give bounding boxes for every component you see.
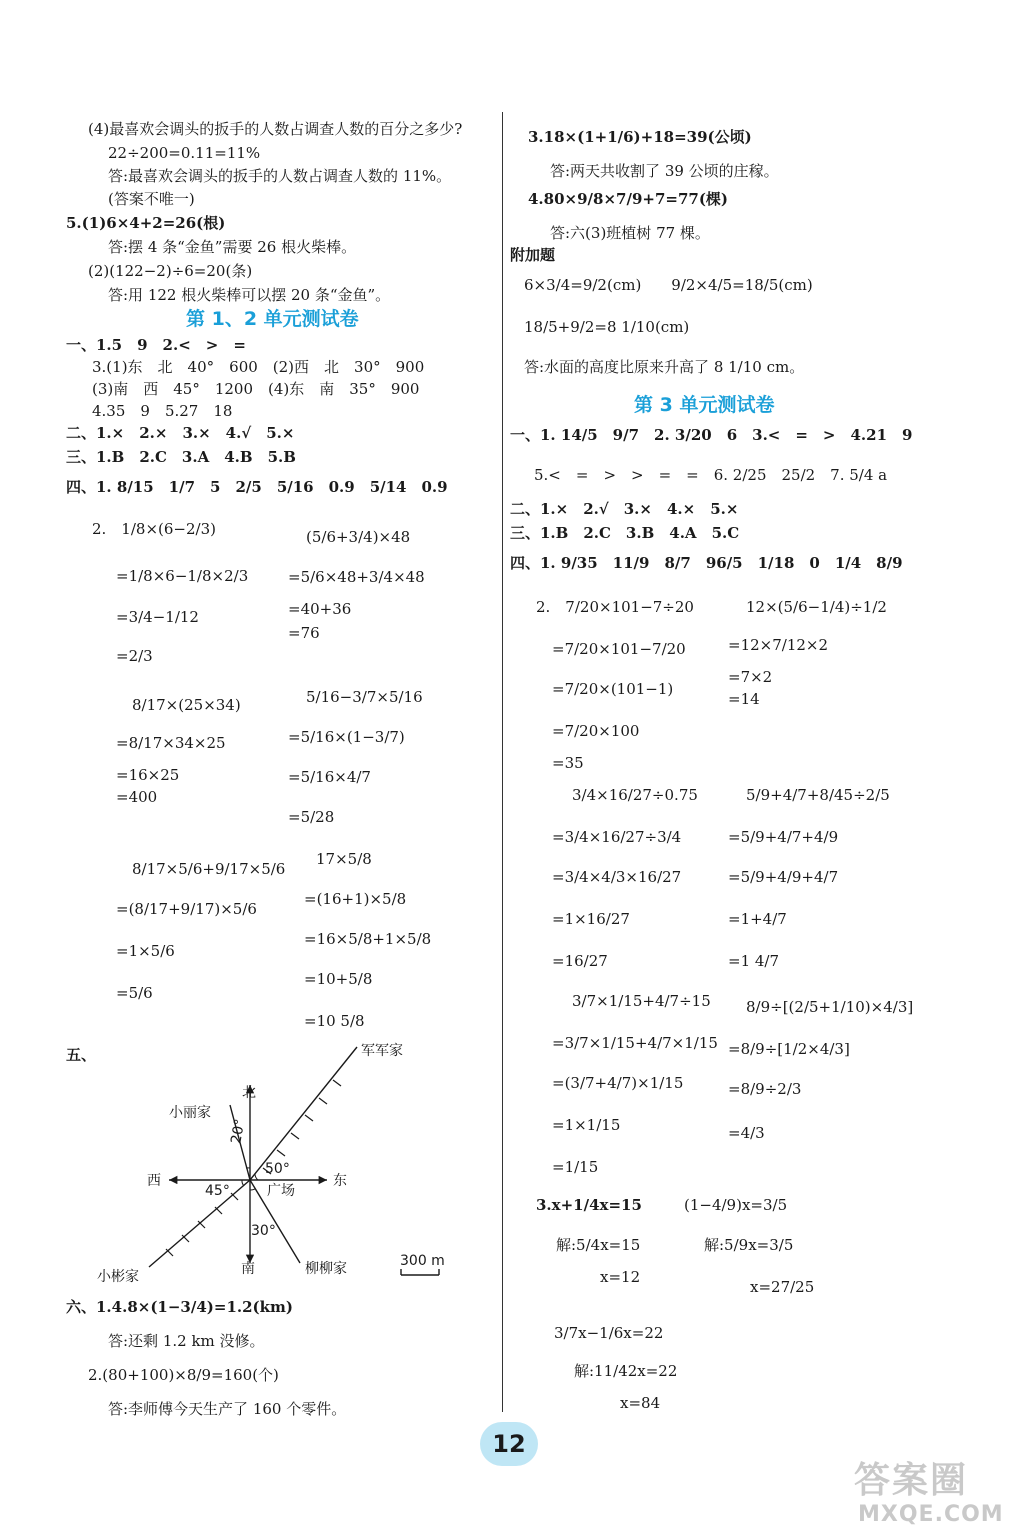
watermark-text-top: 答案圈 — [854, 1460, 969, 1501]
r-calc-e-2: =(3/7+4/7)×1/15 — [552, 1074, 684, 1092]
r-calc-a-0: 2. 7/20×101−7÷20 — [536, 598, 694, 616]
label-angle-45: 45° — [205, 1183, 230, 1199]
r-calc-a-1: =7/20×101−7/20 — [552, 640, 686, 658]
calc-e-1: =(8/17+9/17)×5/6 — [116, 900, 257, 918]
q4-question: (4)最喜欢会调头的扳手的人数占调查人数的百分之多少? — [88, 120, 463, 138]
label-center-square: 广场 — [267, 1183, 295, 1199]
q6-2-answer: 答:李师傅今天生产了 160 个零件。 — [108, 1400, 347, 1418]
q5-2-calc: (2)(122−2)÷6=20(条) — [88, 262, 253, 280]
q6-1-answer: 答:还剩 1.2 km 没修。 — [108, 1332, 265, 1350]
q5-1-calc: 5.(1)6×4+2=26(根) — [66, 214, 226, 232]
q6-1-calc: 六、1.4.8×(1−3/4)=1.2(km) — [66, 1298, 293, 1316]
r-q4-calc: 4.80×9/8×7/9+7=77(棵) — [528, 190, 729, 208]
r-calc-c-3: =1×16/27 — [552, 910, 630, 928]
r-calc-d-3: =1+4/7 — [728, 910, 787, 928]
label-angle-20: 20° — [228, 1117, 249, 1146]
bonus-calc-1: 6×3/4=9/2(cm) 9/2×4/5=18/5(cm) — [524, 276, 813, 294]
label-south: 南 — [241, 1261, 255, 1277]
part1-line4: 4.35 9 5.27 18 — [92, 402, 233, 420]
r-calc-a-4: =35 — [552, 754, 584, 772]
r-calc-d-1: =5/9+4/7+4/9 — [728, 828, 839, 846]
calc-f-4: =10 5/8 — [304, 1012, 365, 1030]
label-angle-50: 50° — [265, 1161, 290, 1177]
r-eq-c-1: 解:11/42x=22 — [574, 1362, 678, 1380]
r-calc-d-0: 5/9+4/7+8/45÷2/5 — [746, 786, 890, 804]
r-calc-e-0: 3/7×1/15+4/7÷15 — [572, 992, 711, 1010]
page-number: 12 — [480, 1422, 538, 1466]
r-part1-line2: 5.< = > > = = 6. 2/25 25/2 7. 5/4 a — [534, 466, 888, 484]
column-divider — [502, 112, 503, 1412]
r-calc-f-1: =8/9÷[1/2×4/3] — [728, 1040, 850, 1058]
r-calc-b-2: =7×2 — [728, 668, 773, 686]
bonus-answer: 答:水面的高度比原来升高了 8 1/10 cm。 — [524, 358, 805, 376]
r-eq-c-2: x=84 — [620, 1394, 661, 1412]
calc-a-0: 2. 1/8×(6−2/3) — [92, 520, 216, 538]
calc-b-0: (5/6+3/4)×48 — [306, 528, 411, 546]
q5-map-label: 五、 — [66, 1046, 97, 1064]
r-calc-c-1: =3/4×16/27÷3/4 — [552, 828, 682, 846]
calc-b-3: =76 — [288, 624, 320, 642]
bonus-calc-2: 18/5+9/2=8 1/10(cm) — [524, 318, 690, 336]
q4-answer: 答:最喜欢会调头的扳手的人数占调查人数的 11%。 — [108, 167, 452, 185]
calc-a-1: =1/8×6−1/8×2/3 — [116, 567, 249, 585]
watermark-text-bottom: MXQE.COM — [858, 1502, 1004, 1527]
calc-a-3: =2/3 — [116, 647, 153, 665]
r-eq-a-1: 解:5/4x=15 — [556, 1236, 641, 1254]
calc-b-1: =5/6×48+3/4×48 — [288, 568, 425, 586]
route-xiaobin — [149, 1180, 250, 1267]
r-calc-b-0: 12×(5/6−1/4)÷1/2 — [746, 598, 887, 616]
r-calc-e-3: =1×1/15 — [552, 1116, 621, 1134]
r-calc-a-3: =7/20×100 — [552, 722, 640, 740]
r-calc-d-2: =5/9+4/9+4/7 — [728, 868, 839, 886]
r-calc-f-2: =8/9÷2/3 — [728, 1080, 802, 1098]
q4-calc: 22÷200=0.11=11% — [108, 144, 261, 162]
r-calc-b-3: =14 — [728, 690, 760, 708]
r-calc-d-4: =1 4/7 — [728, 952, 780, 970]
calc-d-3: =5/28 — [288, 808, 335, 826]
calc-d-1: =5/16×(1−3/7) — [288, 728, 405, 746]
r-calc-c-0: 3/4×16/27÷0.75 — [572, 786, 698, 804]
r-calc-f-3: =4/3 — [728, 1124, 765, 1142]
calc-d-0: 5/16−3/7×5/16 — [306, 688, 423, 706]
r-part1-line1: 一、1. 14/5 9/7 2. 3/20 6 3.< = > 4.21 9 — [510, 426, 913, 444]
calc-e-3: =5/6 — [116, 984, 153, 1002]
calc-b-2: =40+36 — [288, 600, 352, 618]
calc-f-2: =16×5/8+1×5/8 — [304, 930, 432, 948]
r-eq-a-2: x=12 — [600, 1268, 641, 1286]
label-east: 东 — [333, 1173, 347, 1189]
section-title-unit-1-2: 第 1、2 单元测试卷 — [186, 308, 359, 330]
part4-line1: 四、1. 8/15 1/7 5 2/5 5/16 0.9 5/14 0.9 — [66, 478, 448, 496]
calc-f-1: =(16+1)×5/8 — [304, 890, 407, 908]
r-calc-c-4: =16/27 — [552, 952, 608, 970]
r-calc-a-2: =7/20×(101−1) — [552, 680, 674, 698]
label-liuliu-home: 柳柳家 — [305, 1261, 347, 1277]
r-eq-b-2: x=27/25 — [750, 1278, 815, 1296]
calc-a-2: =3/4−1/12 — [116, 608, 199, 626]
direction-map — [95, 1035, 455, 1287]
r-calc-b-1: =12×7/12×2 — [728, 636, 829, 654]
calc-c-2: =16×25 — [116, 766, 180, 784]
r-calc-f-0: 8/9÷[(2/5+1/10)×4/3] — [746, 998, 914, 1016]
part1-line1: 一、1.5 9 2.< > = — [66, 336, 246, 354]
label-angle-30: 30° — [251, 1223, 276, 1239]
q4-note: (答案不唯一) — [108, 190, 195, 208]
calc-c-0: 8/17×(25×34) — [132, 696, 241, 714]
part1-line3: (3)南 西 45° 1200 (4)东 南 35° 900 — [92, 380, 420, 398]
calc-f-3: =10+5/8 — [304, 970, 373, 988]
r-calc-c-2: =3/4×4/3×16/27 — [552, 868, 682, 886]
calc-e-0: 8/17×5/6+9/17×5/6 — [132, 860, 286, 878]
r-eq-b-0: (1−4/9)x=3/5 — [684, 1196, 788, 1214]
label-scale: 300 m — [400, 1253, 445, 1269]
part3-line: 三、1.B 2.C 3.A 4.B 5.B — [66, 448, 296, 466]
r-eq-a-0: 3.x+1/4x=15 — [536, 1196, 642, 1214]
part1-line2: 3.(1)东 北 40° 600 (2)西 北 30° 900 — [92, 358, 425, 376]
calc-f-0: 17×5/8 — [316, 850, 372, 868]
calc-d-2: =5/16×4/7 — [288, 768, 371, 786]
section-title-unit-3: 第 3 单元测试卷 — [634, 394, 775, 416]
r-calc-e-1: =3/7×1/15+4/7×1/15 — [552, 1034, 718, 1052]
label-xiaobin-home: 小彬家 — [97, 1269, 139, 1285]
r-part2-line: 二、1.× 2.√ 3.× 4.× 5.× — [510, 500, 739, 518]
r-q3-calc: 3.18×(1+1/6)+18=39(公顷) — [528, 128, 752, 146]
calc-c-1: =8/17×34×25 — [116, 734, 226, 752]
q6-2-calc: 2.(80+100)×8/9=160(个) — [88, 1366, 279, 1384]
label-west: 西 — [147, 1173, 161, 1189]
label-junjun-home: 军军家 — [361, 1043, 403, 1059]
r-part4-line1: 四、1. 9/35 11/9 8/7 96/5 1/18 0 1/4 8/9 — [510, 554, 903, 572]
label-north: 北 — [242, 1085, 256, 1101]
r-eq-c-0: 3/7x−1/6x=22 — [554, 1324, 664, 1342]
r-q4-answer: 答:六(3)班植树 77 棵。 — [550, 224, 710, 242]
q5-2-answer: 答:用 122 根火柴棒可以摆 20 条“金鱼”。 — [108, 286, 391, 304]
calc-c-3: =400 — [116, 788, 158, 806]
r-part3-line: 三、1.B 2.C 3.B 4.A 5.C — [510, 524, 740, 542]
q5-1-answer: 答:摆 4 条“金鱼”需要 26 根火柴棒。 — [108, 238, 357, 256]
r-calc-e-4: =1/15 — [552, 1158, 599, 1176]
watermark-logo — [840, 1452, 1015, 1534]
r-eq-b-1: 解:5/9x=3/5 — [704, 1236, 794, 1254]
part2-line: 二、1.× 2.× 3.× 4.√ 5.× — [66, 424, 295, 442]
label-xiaoli-home: 小丽家 — [169, 1105, 211, 1121]
bonus-title: 附加题 — [510, 246, 556, 264]
calc-e-2: =1×5/6 — [116, 942, 175, 960]
r-q3-answer: 答:两天共收割了 39 公顷的庄稼。 — [550, 162, 779, 180]
